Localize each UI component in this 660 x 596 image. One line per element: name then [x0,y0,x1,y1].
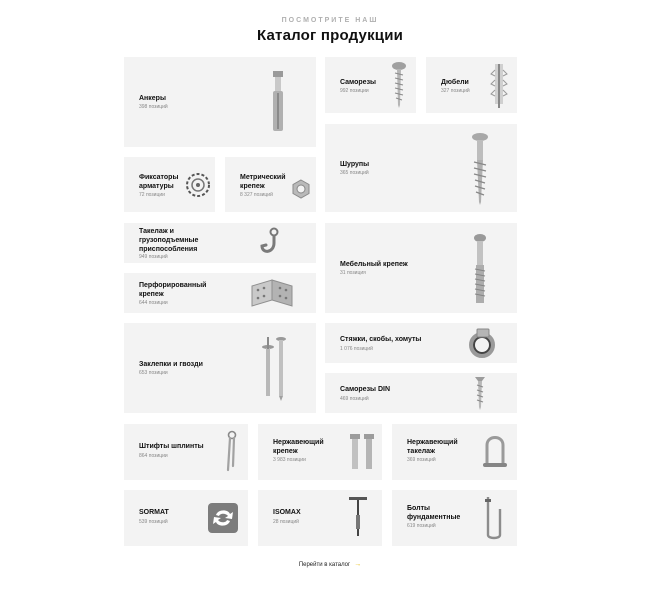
category-count: 398 позиций [139,104,168,110]
wood-screw-icon [470,132,490,206]
category-card-zaklepki[interactable] [124,323,316,413]
category-name: Перфорированный крепеж [139,282,207,298]
category-name: Анкеры [139,95,166,102]
category-count: 1 076 позиций [340,346,373,352]
category-name: Нержавеющий крепеж [273,439,324,455]
category-card-perforirovannyy[interactable] [124,273,316,313]
category-name: Саморезы DIN [340,386,391,393]
category-name: Такелаж и грузоподъемные приспособления [139,228,199,253]
category-count: 653 позиции [139,370,168,376]
category-count: 72 позиции [139,192,165,198]
anchor-bolt-icon [266,69,290,137]
category-name: ISOMAX [273,509,301,516]
confirmat-screw-icon [472,233,488,307]
category-card-samorezy-din[interactable] [325,373,517,413]
perforated-angle-bracket-icon [250,278,294,308]
catalog-link-label[interactable]: Перейти в каталог [298,562,351,568]
category-card-sormat[interactable] [124,490,248,546]
self-tapping-screw-icon [391,61,407,109]
category-card-isomax[interactable] [258,490,382,546]
lifting-hook-icon [258,227,284,259]
category-card-samorezy[interactable] [325,57,416,113]
category-card-styazhki[interactable] [325,323,517,363]
category-card-metricheskiy[interactable] [225,157,316,212]
category-name: Саморезы [340,79,377,86]
sormat-logo-icon [208,503,238,533]
category-count: 31 позиция [340,270,366,276]
category-card-bolty[interactable] [392,490,517,546]
category-name: Фиксаторы арматуры [139,174,179,190]
category-count: 327 позиций [441,88,470,94]
category-count: 949 позиций [139,254,168,260]
insulation-fastener-icon [346,495,370,539]
category-count: 28 позиций [273,519,299,525]
category-count: 3 983 позиции [273,457,306,463]
dowel-icon [490,62,508,110]
category-count: 8 327 позиций [240,192,273,198]
category-card-shtifty[interactable] [124,424,248,480]
din-screw-icon [474,375,486,411]
cotter-pin-icon [222,430,242,474]
category-name: Болты фундаментные [407,505,461,521]
category-count: 369 позиций [407,457,436,463]
category-name: Шурупы [340,161,370,168]
category-count: 619 позиций [407,523,436,529]
page-title: Каталог продукции [256,27,404,44]
category-name: Дюбели [441,79,469,86]
category-count: 539 позиций [139,519,168,525]
category-count: 365 позиций [340,170,369,176]
category-card-shurupy[interactable] [325,124,517,212]
section-kicker: ПОСМОТРИТЕ НАШ [281,17,379,24]
category-card-nerzh-takelazh[interactable] [392,424,517,480]
category-card-takelazh[interactable] [124,223,316,263]
category-count: 864 позиции [139,453,168,459]
category-card-fiksatory[interactable] [124,157,215,212]
category-card-dyubeli[interactable] [426,57,517,113]
foundation-bolt-icon [482,495,506,541]
rivet-and-nail-icon [260,335,288,405]
category-count: 469 позиций [340,396,369,402]
category-name: Штифты шплинты [139,443,204,450]
category-name: Мебельный крепеж [340,261,408,268]
category-card-ankery[interactable] [124,57,316,147]
catalog-link[interactable] [0,561,660,568]
category-name: SORMAT [139,509,169,516]
stainless-bolt-icon [348,432,376,472]
category-name: Стяжки, скобы, хомуты [340,336,422,343]
hex-nut-icon [291,179,311,199]
category-name: Заклепки и гвозди [139,361,203,368]
rebar-spacer-icon [184,171,212,199]
category-count: 992 позиции [340,88,369,94]
arrow-right-icon: → [354,561,362,568]
category-card-mebelnyy[interactable] [325,223,517,313]
shackle-icon [480,433,510,471]
category-name: Нержавеющий такелаж [407,439,458,455]
category-name: Метрический крепеж [240,174,286,190]
hose-clamp-icon [465,326,499,360]
category-card-nerzh-krepezh[interactable] [258,424,382,480]
category-count: 644 позиции [139,300,168,306]
